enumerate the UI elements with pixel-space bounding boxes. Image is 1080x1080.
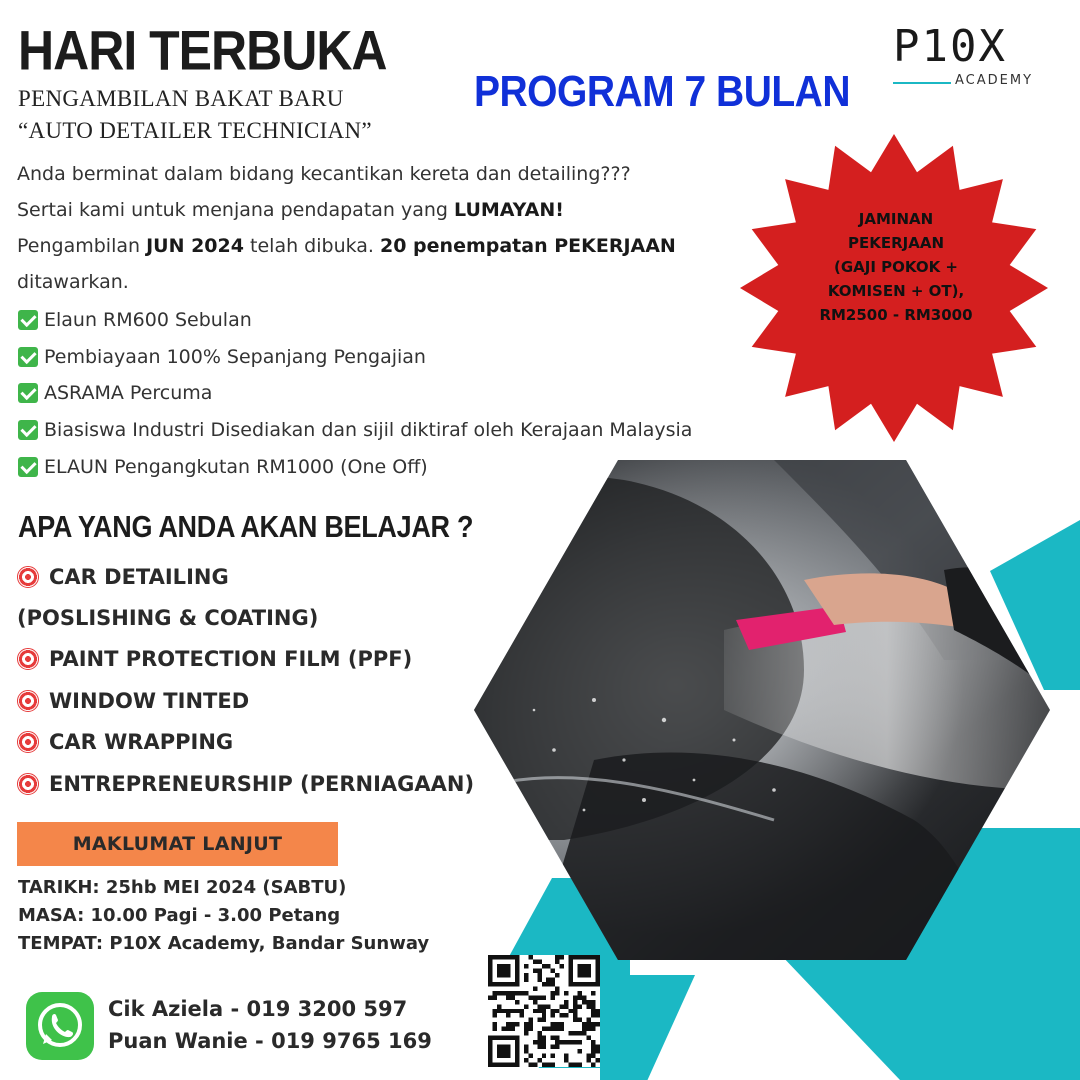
learn-item-text: ENTREPRENEURSHIP (PERNIAGAAN) (49, 771, 475, 796)
more-info-button[interactable]: MAKLUMAT LANJUT (17, 822, 338, 866)
benefit-text: Pembiayaan 100% Sepanjang Pengajian (44, 345, 426, 368)
check-icon (18, 310, 38, 330)
contact-aziela[interactable]: Cik Aziela - 019 3200 597 (108, 997, 408, 1021)
benefit-text: Elaun RM600 Sebulan (44, 309, 252, 332)
intro-line-3-text-a: Pengambilan (17, 235, 147, 257)
intro-line-4: ditawarkan. (17, 271, 129, 293)
learn-section-title: APA YANG ANDA AKAN BELAJAR ? (18, 510, 474, 544)
subtitle-recruitment: PENGAMBILAN BAKAT BARU (18, 86, 344, 111)
whatsapp-glyph (26, 992, 94, 1060)
list-item (17, 680, 474, 721)
learn-item-text: WINDOW TINTED (49, 688, 250, 713)
check-icon (18, 420, 38, 440)
intro-highlight-intake: JUN 2024 (146, 235, 244, 257)
target-icon (17, 648, 39, 670)
benefits-list (18, 302, 692, 485)
intro-highlight-lumayan: LUMAYAN! (454, 199, 564, 221)
p10x-logo (893, 21, 1045, 89)
learn-item-text: PAINT PROTECTION FILM (PPF) (49, 647, 413, 672)
burst-line-2: PEKERJAAN (847, 234, 944, 252)
target-icon (17, 566, 39, 588)
intro-line-3 (17, 228, 757, 264)
logo-mark: P10X (893, 21, 1007, 72)
burst-line-4: KOMISEN + OT), (827, 282, 965, 300)
benefit-text: ELAUN Pengangkutan RM1000 (One Off) (44, 455, 428, 478)
list-item (17, 597, 474, 638)
intro-line-2 (17, 192, 757, 228)
list-item (17, 763, 474, 804)
target-icon (17, 731, 39, 753)
intro-highlight-placements: 20 penempatan PEKERJAAN (380, 235, 676, 257)
program-duration: PROGRAM 7 BULAN (474, 68, 851, 117)
qr-code[interactable] (488, 955, 600, 1067)
list-item (17, 639, 474, 680)
contact-list (108, 993, 432, 1057)
page-title: HARI TERBUKA (18, 19, 387, 82)
benefit-text: Biasiswa Industri Disediakan dan sijil diktiraf oleh Kerajaan Malaysia (44, 419, 693, 442)
list-item (18, 412, 692, 449)
intro-line-1: Anda berminat dalam bidang kecantikan kereta dan detailing??? (17, 163, 631, 185)
learn-item-text: CAR DETAILING (49, 564, 229, 589)
car-wrapping-photo (474, 460, 1050, 960)
check-icon (18, 383, 38, 403)
list-item (17, 722, 474, 763)
check-icon (18, 457, 38, 477)
event-time: MASA: 10.00 Pagi - 3.00 Petang (18, 905, 341, 926)
learn-list (17, 556, 474, 804)
intro-line-2-text: Sertai kami untuk menjana pendapatan yang (17, 199, 455, 221)
burst-line-3: (GAJI POKOK + (833, 258, 959, 276)
logo-underline (893, 82, 951, 84)
list-item (18, 375, 692, 412)
intro-line-3-text-b: telah dibuka. (243, 235, 380, 257)
whatsapp-icon[interactable] (26, 992, 94, 1060)
target-icon (17, 690, 39, 712)
event-date: TARIKH: 25hb MEI 2024 (SABTU) (18, 877, 347, 898)
contact-wanie[interactable]: Puan Wanie - 019 9765 169 (108, 1029, 432, 1053)
learn-item-text: CAR WRAPPING (49, 730, 234, 755)
check-icon (18, 347, 38, 367)
list-item (17, 556, 474, 597)
logo-subtitle: ACADEMY (955, 73, 1034, 88)
benefit-text: ASRAMA Percuma (44, 382, 213, 405)
job-guarantee-text (788, 207, 1004, 327)
list-item (18, 339, 692, 376)
target-icon (17, 773, 39, 795)
burst-line-5: RM2500 - RM3000 (819, 306, 973, 324)
event-details (18, 874, 429, 958)
learn-item-text: (POSLISHING & COATING) (17, 606, 319, 631)
teal-shape-bottom-left (600, 975, 695, 1080)
intro-paragraph (17, 156, 757, 300)
subtitle-role: “AUTO DETAILER TECHNICIAN” (18, 118, 372, 143)
list-item (18, 302, 692, 339)
event-place: TEMPAT: P10X Academy, Bandar Sunway (18, 933, 430, 954)
burst-line-1: JAMINAN (858, 210, 934, 228)
